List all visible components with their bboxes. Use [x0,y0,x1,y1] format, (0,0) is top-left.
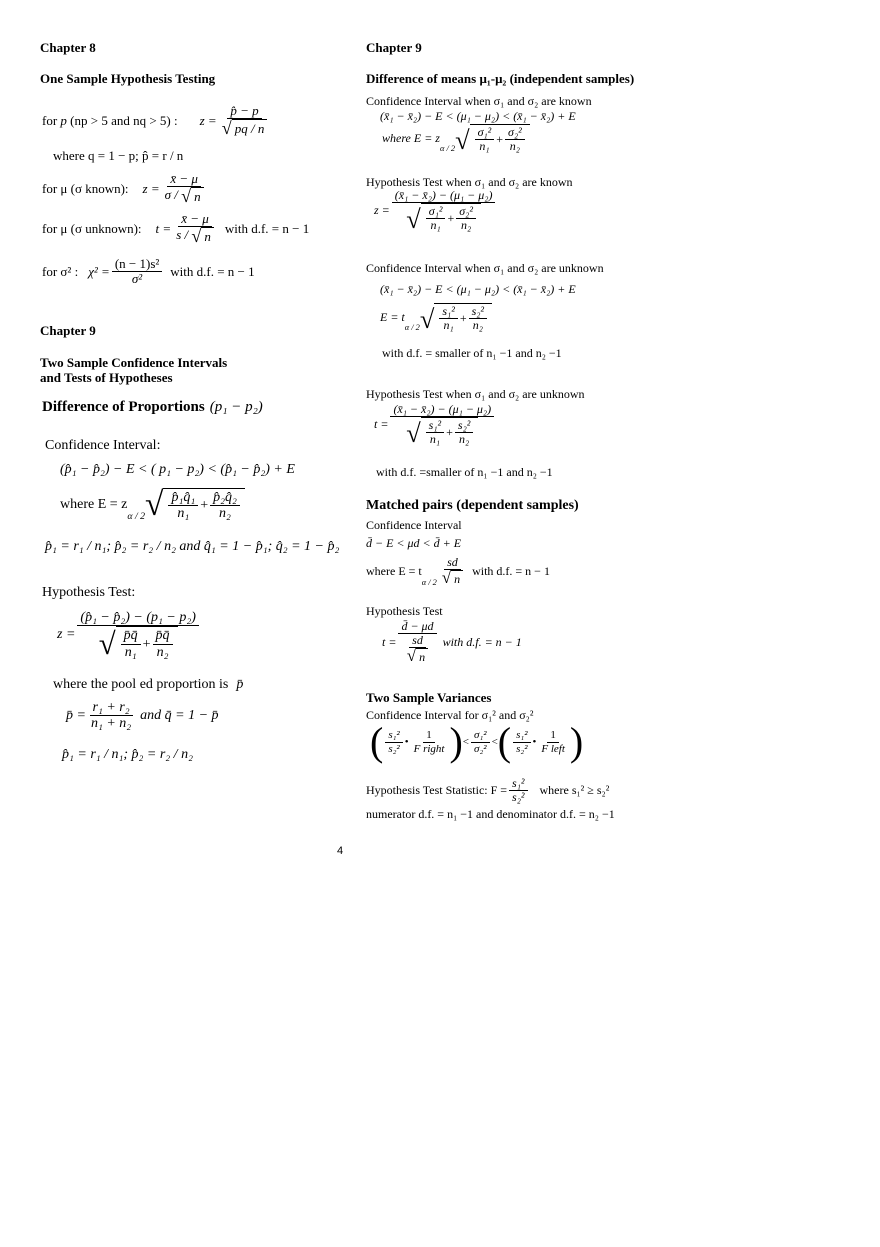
ci-unknown-n1: s₁² [439,305,457,319]
ht-known-num: (x̄₁ − x̄₂) − (μ₁ − μ₂) [392,189,496,203]
ci-sqrt-den2: n₂ [219,506,231,522]
p-den: pq / n [232,119,268,137]
ht-unknown-label: Hypothesis Test when σ₁ and σ₂ are unknown [366,387,585,401]
variances-title: Two Sample Variances [366,690,492,705]
sigma-label: for σ² : [42,263,79,279]
matched-den: n [451,570,463,587]
mu-known-label: for μ (σ known): [42,180,129,196]
ci-where [60,488,245,522]
ci-where-sub: α / 2 [127,510,146,522]
ci-known-sub: α / 2 [439,144,456,154]
matched-where: where E = t $_{\alpha / 2}$ sd √ n with d.f. = n − 1 [366,555,550,588]
var-ci-left-one: 1 [423,729,435,742]
ci-sqrt-num1: p̂₁q̂₁ [168,490,198,506]
diff-means-title: Difference of means μ₁-μ₂ (independent samples) [366,71,635,86]
p-lhs: z = [199,112,217,128]
matched-ht-df: with d.f. = n − 1 [442,635,522,650]
pooled-proportion [53,677,243,693]
ci-known-formula: (x̄₁ − x̄₂) − E < (μ₁ − μ₂) < (x̄₁ − x̄₂) + E [380,109,576,123]
mu-unknown-formula [42,212,309,246]
ci-known-d1: n₁ [479,139,490,154]
ht-unknown-lhs: t = [374,417,389,432]
ci-sqrt-num2: p̂₂q̂₂ [210,490,240,506]
sigma-lhs: χ² = [88,263,110,279]
ci-unknown-formula: (x̄₁ − x̄₂) − E < (μ₁ − μ₂) < (x̄₁ − x̄₂) + E [380,282,576,296]
ht-sqrt-num1: p̄q̄ [121,628,141,644]
var-ci-left-num: s₁² [385,729,402,742]
ht-known-formula: z = (x̄₁ − x̄₂) − (μ₁ − μ₂) √ $\frac{\text{σ₁²}}{\text{n₁}}$ + $\frac{\text{σ₂²}}{\text{n₂}}$ [374,189,497,233]
ci-sqrt-den1: n₁ [177,506,190,522]
matched-ht-label: Hypothesis Test [366,604,443,618]
var-ci-formula: ( $\frac{\text{s₁²}}{\text{s₂²}}$ • $\frac{1}{\text{F right}}$ ) < $\frac{\text{σ₁²}}{\text{σ₂²}}$ < ( $\frac{\text{s₁²}}{\text{s₂²}}$ • $\frac{1}{\text{F left}}$ ) [370,719,584,764]
page-number: 4 [337,845,344,857]
mu-known-num: x̄ − μ [167,172,201,187]
ht-sqrt-num2: p̄q̄ [153,628,173,644]
pbar-and: and q̄ = 1 − p̄ [140,707,219,723]
matched-num: sd [444,556,461,570]
ci-known-label: Confidence Interval when σ₁ and σ₂ are known [366,94,592,108]
ci-unknown-n2: s₂² [469,305,487,319]
var-ci-right-num: s₁² [513,729,530,742]
sigma-formula [42,257,255,287]
pbar-formula [66,700,219,732]
ci-unknown-E-text: E = t [380,310,405,325]
var-ci-mid-den: σ₂² [474,742,487,755]
p-num: p̂ − p [227,104,261,119]
var-ci-left-den: s₂² [388,742,400,755]
var-ht-num: s₁² [509,777,527,791]
chapter-8-heading: Chapter 8 [40,40,96,55]
var-ht-den: s₂² [512,790,525,805]
matched-ht-den-b: n [416,648,428,665]
mu-known-den-a: σ / [164,187,178,203]
sigma-num: (n − 1)s² [112,257,162,272]
mu-unknown-num: x̄ − μ [178,212,212,227]
pbar-num: r₁ + r₂ [90,700,133,716]
sigma-df: with d.f. = n − 1 [170,263,255,279]
var-ci-right-den: s₂² [516,742,528,755]
mu-unknown-den-a: s / [176,227,189,243]
var-ci-mid-num: σ₁² [471,729,490,742]
mu-known-formula [42,172,209,206]
ci-unknown-sub: α / 2 [404,323,420,333]
ht-fraction: (p̂₁ − p̂₂) − (p₁ − p₂) √ $\frac{p̄q̄}{\text{n₁}}$ + $\frac{p̄q̄}{\text{n₂}}$ [77,610,198,660]
proportions-title-expr: (p₁ − p₂) [209,399,263,415]
two-sample-title-2: and Tests of Hypotheses [40,370,173,385]
mu-unknown-df: with d.f. = n − 1 [224,220,310,236]
sigma-den: σ² [131,271,143,287]
pooled-text: where the pool ed proportion is [53,677,229,692]
ci-unknown-df: with d.f. = smaller of n₁ −1 and n₂ −1 [382,346,562,360]
var-ht-label: Hypothesis Test Statistic: F = [366,783,508,798]
ht-sqrt-den2: n₂ [156,644,169,660]
phat-defs: p̂₁ = r₁ / n₁; p̂₂ = r₂ / n₂ [62,747,193,762]
p-var: p [60,112,67,128]
two-sample-title-1: Two Sample Confidence Intervals [40,355,228,370]
ci-unknown-label: Confidence Interval when σ₁ and σ₂ are unknown [366,261,604,275]
ci-sqrt: √ $\frac{\text{p̂₁q̂₁}}{\text{n₁}}$ + $\frac{\text{p̂₂q̂₂}}{\text{n₂}}$ [145,488,245,522]
matched-ci-formula: d̄ − E < μd < d̄ + E [366,536,462,550]
ht-lhs: z = [57,627,76,643]
ci-defs: p̂₁ = r₁ / n₁; p̂₂ = r₂ / n₂ and q̂₁ = 1 − p̂₁; q̂₂ = 1 − p̂₂ [45,539,340,554]
ht-known-lhs: z = [374,203,390,218]
proportions-title [42,399,263,416]
matched-ht-num: d̄ − μd [398,620,436,634]
ci-known-where: where E = z $_{\alpha / 2}$ √ $\frac{\text{σ₁²}}{\text{n₁}}$ + $\frac{\text{σ₂²}}{\text{n₂}}$ [382,124,530,153]
pbar-lhs: p̄ = [66,707,86,723]
ht-label: Hypothesis Test: [42,585,136,600]
ht-unknown-formula: t = (x̄₁ − x̄₂) − (μ₁ − μ₂) √ $\frac{\text{s₁²}}{\text{n₁}}$ + $\frac{\text{s₂²}}{\text{n₂}}$ [374,403,496,447]
p-fraction: p̂ − p √ pq / n [219,104,271,138]
one-sample-title: One Sample Hypothesis Testing [40,71,216,86]
chapter-9-heading-left: Chapter 9 [40,323,96,338]
sigma-fraction [112,257,162,287]
var-ht [366,777,609,804]
var-ht-where: where s₁² ≥ s₂² [539,783,610,798]
matched-where-text: where E = t [366,563,422,578]
mu-known-fraction: x̄ − μ σ / √ n [162,172,207,206]
mu-unknown-label: for μ (σ unknown): [42,220,142,236]
ht-unknown-num: (x̄₁ − x̄₂) − (μ₁ − μ₂) [390,403,494,417]
ci-unknown-E: E = t $_{\alpha / 2}$ √ $\frac{\text{s₁²}}{\text{n₁}}$ + $\frac{\text{s₂²}}{\text{n₂}}$ [380,303,492,332]
mu-known-den-b: n [191,187,204,205]
mu-known-lhs: z = [142,180,160,196]
ht-num: (p̂₁ − p̂₂) − (p₁ − p₂) [77,610,198,626]
pooled-sym: p̄ [236,677,244,692]
ci-known-n1: σ₁² [475,126,495,140]
var-ci-right-F: F left [541,742,565,755]
matched-ht-den-a: sd [409,634,426,648]
var-ci-left-F: F right [413,742,445,755]
ci-known-d2: n₂ [509,139,520,154]
pbar-den: n₁ + n₂ [90,716,132,732]
ci-label: Confidence Interval: [45,438,161,453]
chapter-9-heading-right: Chapter 9 [366,40,422,55]
p-for: for [42,112,58,128]
mu-unknown-fraction: x̄ − μ s / √ n [173,212,217,246]
var-ci-right-one: 1 [547,729,559,742]
p-cond: (np > 5 and nq > 5) : [70,112,178,128]
matched-df: with d.f. = n − 1 [472,563,550,578]
ht-sqrt-den1: n₁ [124,644,137,660]
matched-ci-label: Confidence Interval [366,518,462,532]
ci-where-text: where E = z [60,496,128,512]
mu-unknown-lhs: t = [155,220,172,236]
proportions-title-text: Difference of Proportions [42,399,205,415]
matched-title: Matched pairs (dependent samples) [366,498,579,513]
ci-known-n2: σ₂² [505,126,525,140]
ht-unknown-df: with d.f. =smaller of n₁ −1 and n₂ −1 [376,465,553,479]
matched-ht-lhs: t = [382,635,397,650]
where-q: where q = 1 − p; p̂ = r / n [53,148,184,163]
ci-known-where-text: where E = z [382,131,440,146]
ci-plus: + [200,497,209,513]
var-ht-df: numerator d.f. = n₁ −1 and denominator d.f. = n₂ −1 [366,807,615,821]
ci-formula: (p̂₁ − p̂₂) − E < ( p₁ − p₂) < (p̂₁ − p̂₂) + E [60,462,295,477]
p-formula [42,104,272,138]
ht-formula [57,610,201,660]
matched-ht-formula: t = d̄ − μd sd √ n with d.f. = n − 1 [382,619,522,666]
mu-unknown-den-b: n [201,227,214,245]
var-ci-label: Confidence Interval for σ₁² and σ₂² [366,708,534,722]
ht-known-label: Hypothesis Test when σ₁ and σ₂ are known [366,175,573,189]
matched-sub: α / 2 [421,577,437,587]
